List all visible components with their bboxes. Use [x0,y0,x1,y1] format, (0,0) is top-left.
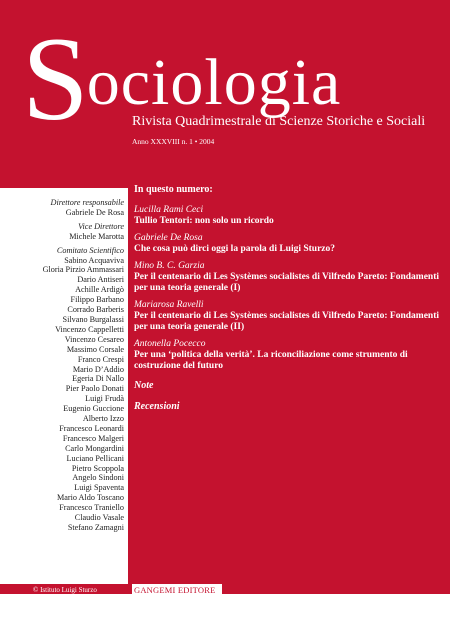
committee-member: Corrado Barberis [67,305,124,315]
committee-member: Gloria Pirzio Ammassari [42,265,124,275]
committee-member: Silvano Burgalassi [62,314,124,324]
committee-member: Dario Antiseri [77,275,124,285]
committee-member: Alberto Izzo [82,414,124,424]
table-of-contents [134,184,446,422]
committee-member: Carlo Mongardini [65,443,124,453]
committee-member: Mario Aldo Toscano [56,493,124,503]
committee-member: Pietro Scoppola [71,463,124,473]
committee-member: Claudio Vasale [74,513,124,523]
article-title: Tullio Tentori: non solo un ricordo [134,216,274,226]
issue-info: Anno XXXVIII n. 1 • 2004 [132,137,215,146]
article-author: Antonella Pocecco [134,339,206,349]
journal-subtitle: Rivista Quadrimestrale di Scienze Storiche e Sociali [132,114,426,129]
section-recensioni: Recensioni [134,401,180,412]
vice-director-name: Michele Marotta [69,231,124,241]
committee-member: Francesco Traniello [59,503,124,513]
article-author: Mariarosa Ravelli [134,300,204,310]
committee-member: Egeria Di Nallo [72,374,124,384]
title-initial: S [22,24,87,134]
article-title: Per il centenario di Les Systèmes socialistes di Vilfredo Pareto: Fondamenti per una teoria generale (I) [134,272,440,293]
article-entry [134,205,446,227]
vice-director-role: Vice Direttore [78,221,124,231]
copyright-notice: © Istituto Luigi Sturzo [33,586,97,594]
committee-member: Achille Ardigò [75,285,124,295]
contents-heading: In questo numero: [134,184,213,195]
director-role: Direttore responsabile [50,198,124,207]
bottom-margin [0,594,450,636]
committee-member: Stefano Zamagni [67,523,124,532]
committee-members [0,256,124,533]
committee-member: Sabino Acquaviva [64,255,124,265]
article-entry [134,233,446,255]
committee-member: Luigi Frudà [85,394,124,404]
title-rest: ociologia [86,46,342,119]
committee-member: Eugenio Guccione [63,404,124,414]
committee-role: Comitato Scientifico [56,245,124,255]
article-title: Che cosa può dirci oggi la parola di Luigi Sturzo? [134,244,336,254]
article-entry [134,339,446,372]
article-author: Gabriele De Rosa [134,233,203,243]
committee-member: Vincenzo Cesareo [64,334,124,344]
committee-member: Pier Paolo Donati [65,384,124,394]
committee-member: Filippo Barbano [70,295,124,305]
committee-member: Angelo Sindoni [72,473,124,483]
publisher-name: GANGEMI EDITORE [134,585,216,595]
article-entry [134,261,446,294]
committee-member: Massimo Corsale [66,344,124,354]
section-note: Note [134,380,154,391]
committee-member: Luciano Pellicani [66,453,124,463]
committee-member: Mario D’Addio [72,364,124,374]
editorial-board [0,198,124,533]
committee-member: Francesco Leonardi [59,423,124,433]
committee-member: Franco Crespi [77,354,124,364]
article-entry [134,300,446,333]
director-name: Gabriele De Rosa [65,207,124,217]
committee-member: Vincenzo Cappelletti [55,324,124,334]
article-title: Per una ‘politica della verità’. La riconciliazione come strumento di costruzione del futuro [134,350,408,371]
article-title: Per il centenario di Les Systèmes socialistes di Vilfredo Pareto: Fondamenti per una teoria generale (II) [134,311,440,332]
article-author: Mino B. C. Garzia [134,261,205,271]
committee-member: Francesco Malgeri [62,433,124,443]
committee-member: Luigi Spaventa [74,483,124,493]
article-author: Lucilla Rami Ceci [134,205,204,215]
